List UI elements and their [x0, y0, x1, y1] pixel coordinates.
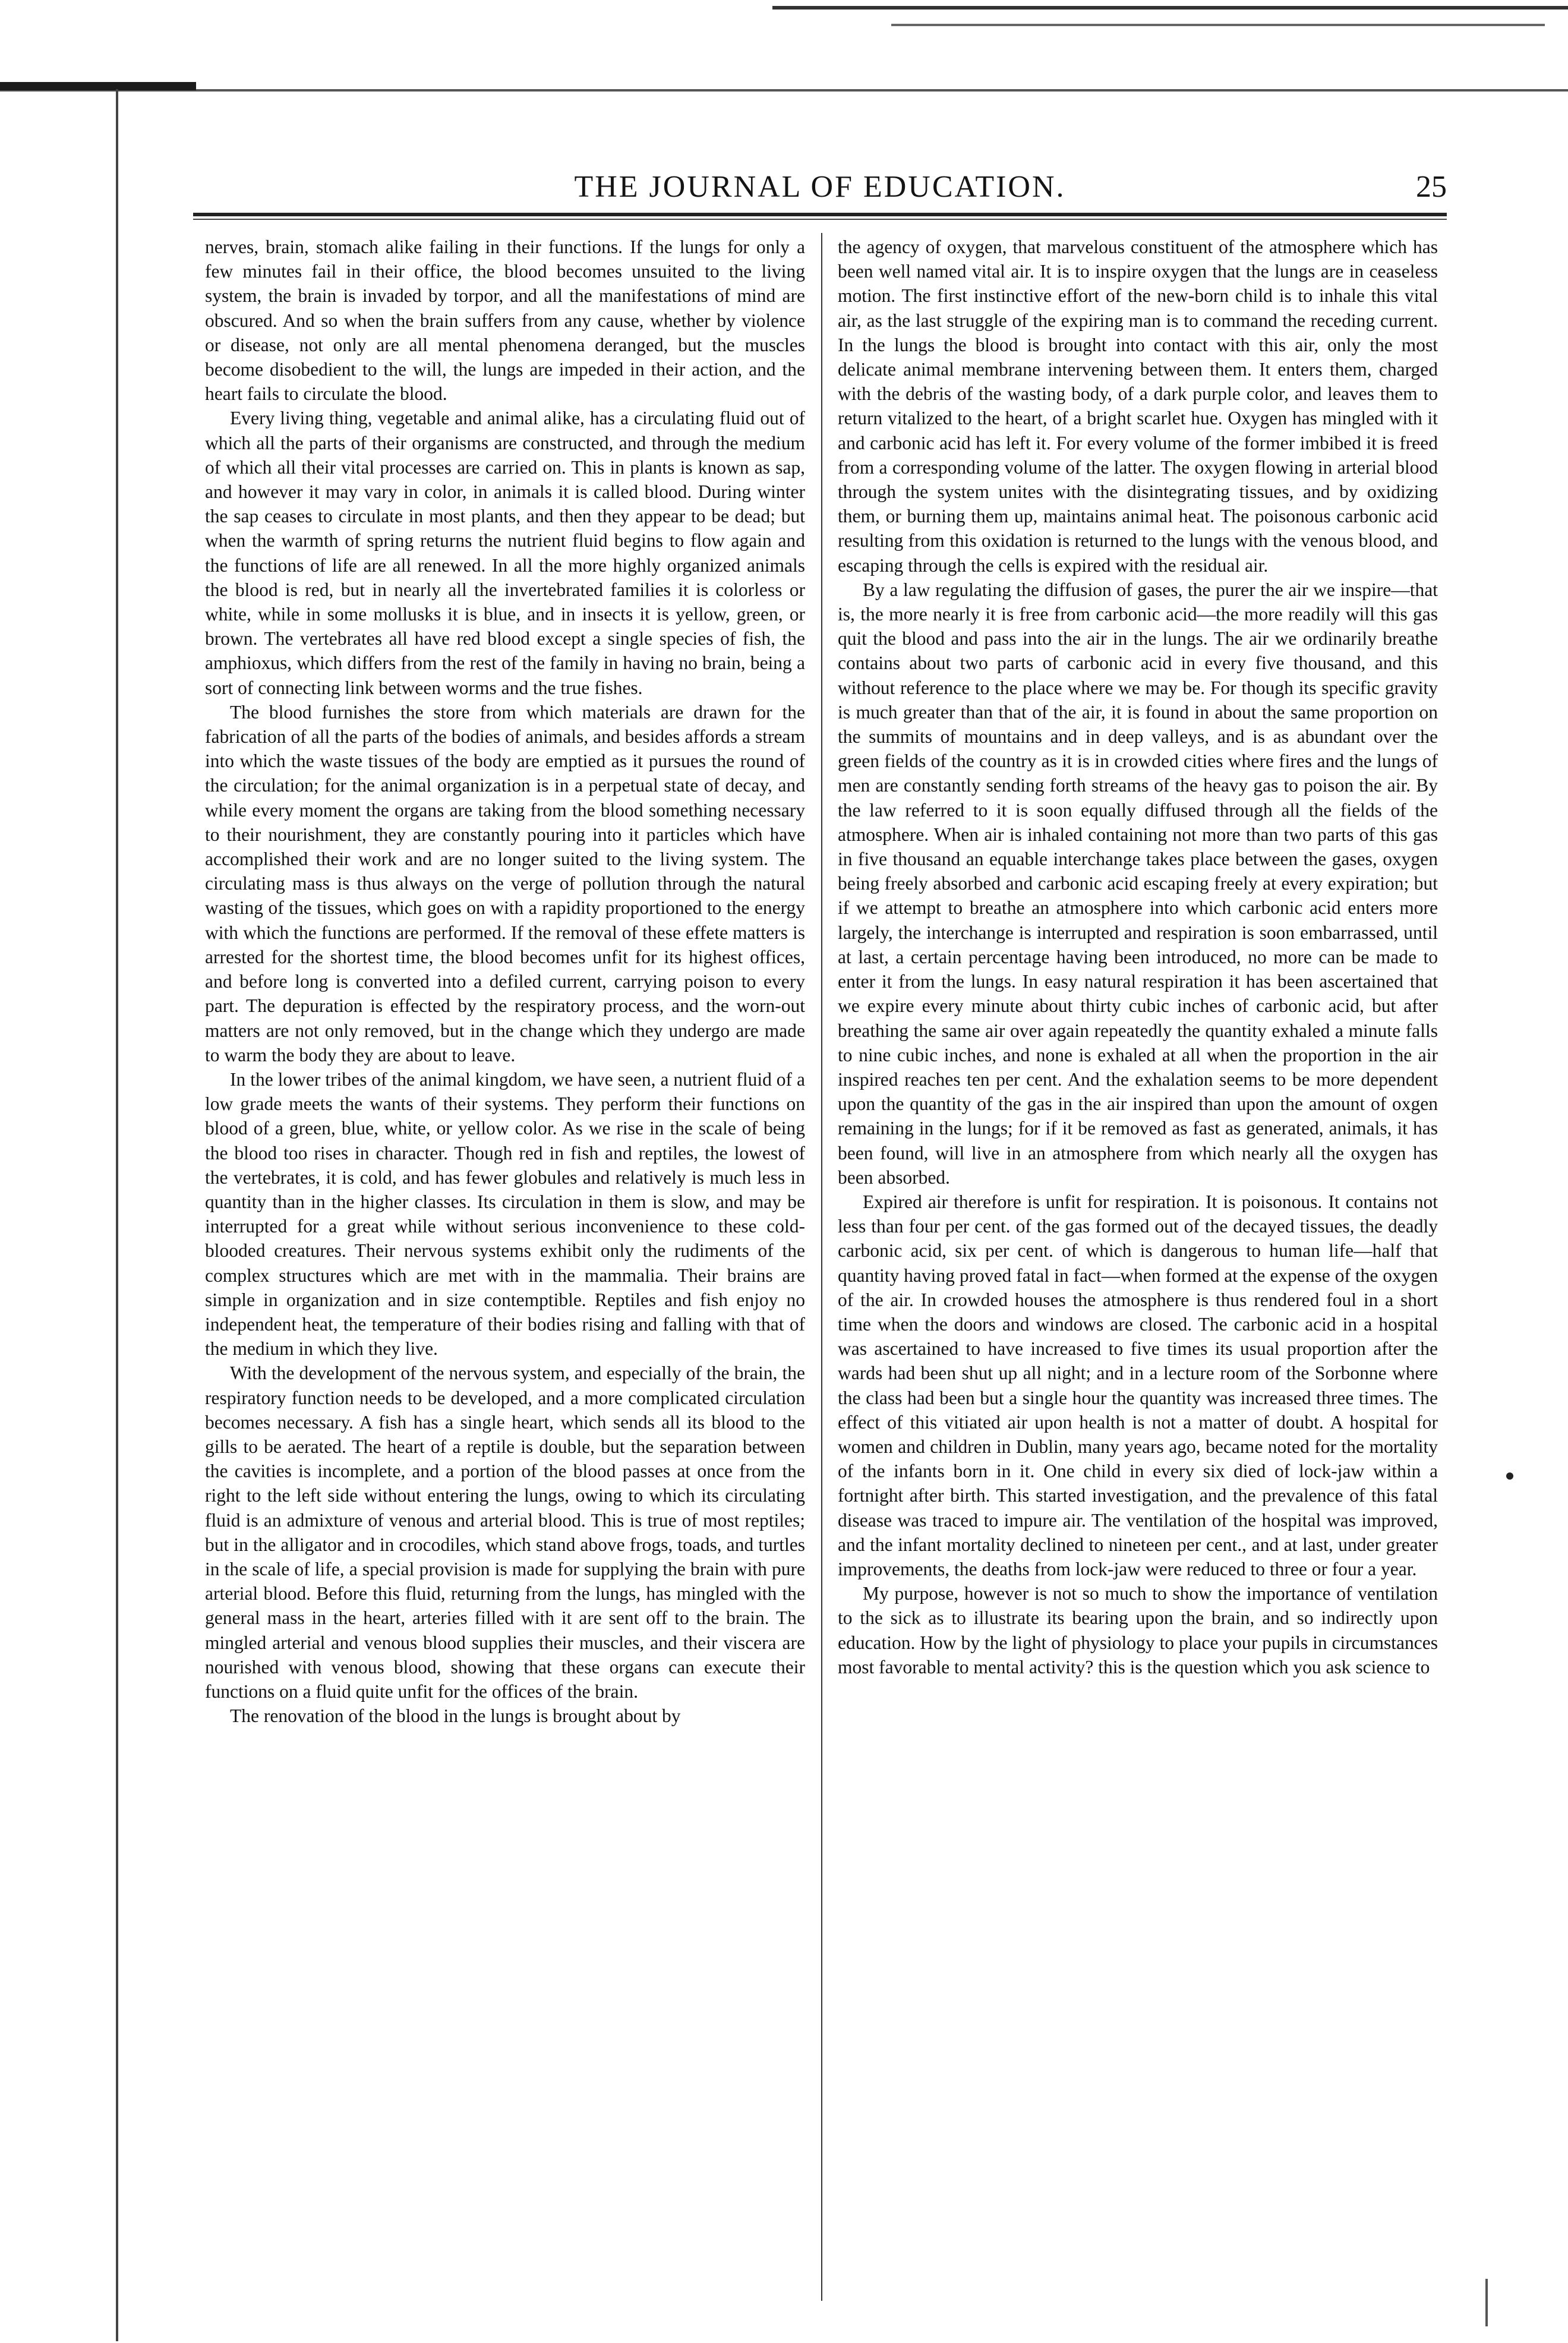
paragraph: In the lower tribes of the animal kingdom, we have seen, a nutrient fluid of a low grade meets the wants of their systems. They perform their functions on blood of a green, blue, white, or yellow color. As we rise in the scale of being the blood too rises in character. Though red in fish and reptiles, the lowest of the vertebrates, it is cold, and has fewer globules and relatively is much less in quantity than in the higher classes. Its circulation in them is slow, and may be interrupted for a great while without serious inconvenience to these cold-blooded creatures. Their nervous systems exhibit only the rudiments of the complex structures which are met with in the mammalia. Their brains are simple in organization and in size contemptible. Reptiles and fish enjoy no independent heat, the temperature of their bodies rising and falling with that of the medium in which they live. — [205, 1068, 805, 1360]
paragraph: The blood furnishes the store from which materials are drawn for the fabrication of all the parts of the bodies of animals, and besides affords a stream into which the waste tissues of the body are emptied as it pursues the round of the circulation; for the animal organization is in a perpetual state of decay, and while every moment the organs are taking from the blood something necessary to their nourishment, they are constantly pouring into it particles which have accomplished their work and are no longer suited to the living system. The circulating mass is thus always on the verge of pollution through the natural wasting of the tissues, which goes on with a rapidity proportioned to the energy with which the functions are performed. If the removal of these effete matters is arrested for the shortest time, the blood becomes unfit for its highest offices, and before long is converted into a defiled current, carrying poison to every part. The depuration is effected by the respiratory process, and the worn-out matters are not only removed, but in the change which they undergo are made to warm the body they are about to leave. — [205, 701, 805, 1065]
header-rule-thin — [193, 219, 1447, 220]
margin-mark — [1506, 1472, 1513, 1480]
left-column — [205, 235, 805, 1728]
page-number: 25 — [1416, 170, 1447, 204]
scan-edge-line-left — [116, 89, 118, 2341]
scan-edge-line-top-right — [772, 6, 1568, 10]
paragraph: Expired air therefore is unfit for respiration. It is poisonous. It contains not less than four per cent. of the gas formed out of the decayed tissues, the deadly carbonic acid, six per cent. of which is dangerous to human life—half that quantity having proved fatal in fact—when formed at the expense of the oxygen of the air. In crowded houses the atmosphere is thus rendered foul in a short time when the doors and windows are closed. The carbonic acid in a hospital was ascertained to have increased to five times its usual proportion after the wards had been shut up all night; and in a lecture room of the Sorbonne where the class had been but a single hour the quantity was increased three times. The effect of this vitiated air upon health is not a matter of doubt. A hospital for women and children in Dublin, many years ago, became noted for the mortality of the infants born in it. One child in every six died of lock-jaw within a fortnight after birth. This started investigation, and the prevalence of this fatal disease was traced to impure air. The ventilation of the hospital was improved, and the infant mortality declined to nineteen per cent., and at last, under greater improvements, the deaths from lock-jaw were reduced to three or four a year. — [838, 1191, 1438, 1579]
scan-edge-line-top-right-2 — [891, 24, 1545, 26]
paragraph: the agency of oxygen, that marvelous constituent of the atmosphere which has been well named vital air. It is to inspire oxygen that the lungs are in ceaseless motion. The first instinctive effort of the new-born child is to inhale this vital air, as the last struggle of the expiring man is to command the receding current. In the lungs the blood is brought into contact with this air, only the most delicate animal membrane intervening between them. It enters them, charged with the debris of the wasting body, of a dark purple color, and leaves them to return vitalized to the heart, of a bright scarlet hue. Oxygen has mingled with it and carbonic acid has left it. For every volume of the former imbibed it is freed from a corresponding volume of the latter. The oxygen flowing in arterial blood through the system unites with the disintegrating tissues, and by oxidizing them, or burning them up, maintains animal heat. The poisonous carbonic acid resulting from this oxidation is returned to the lungs with the venous blood, and escaping through the cells is expired with the residual air. — [838, 236, 1438, 576]
header-rule — [193, 213, 1447, 216]
right-column — [838, 235, 1438, 1679]
scan-edge-line-top-thick — [0, 82, 196, 90]
scan-edge-line-top — [0, 89, 1568, 92]
paragraph: The renovation of the blood in the lungs is brought about by — [230, 1705, 681, 1727]
margin-mark — [1485, 2279, 1488, 2326]
paragraph: With the development of the nervous system, and especially of the brain, the respiratory function needs to be developed, and a more complicated circulation becomes necessary. A fish has a single heart, which sends all its blood to the gills to be aerated. The heart of a reptile is double, but the separation between the cavities is incomplete, and a portion of the blood passes at once from the right to the left side without entering the lungs, owing to which its circulating fluid is an admixture of venous and arterial blood. This is true of most reptiles; but in the alligator and in crocodiles, which stand above frogs, toads, and turtles in the scale of life, a special provision is made for supplying the brain with pure arterial blood. Before this fluid, returning from the lungs, has mingled with the general mass in the heart, arteries filled with it are sent off to the brain. The mingled arterial and venous blood supplies their muscles, and their viscera are nourished with venous blood, showing that these organs can execute their functions on a fluid quite unfit for the offices of the brain. — [205, 1363, 805, 1702]
paragraph: Every living thing, vegetable and animal alike, has a circulating fluid out of which all the parts of their organisms are constructed, and through the medium of which all their vital processes are carried on. This in plants is known as sap, and however it may vary in color, in animals it is called blood. During winter the sap ceases to circulate in most plants, and then they appear to be dead; but when the warmth of spring returns the nutrient fluid begins to flow again and the functions of life are all renewed. In all the more highly organized animals the blood is red, but in nearly all the invertebrated families it is colorless or white, while in some mollusks it is blue, and in insects it is yellow, green, or brown. The vertebrates all have red blood except a single species of fish, the amphioxus, which differs from the rest of the family in having no brain, being a sort of connecting link between worms and the true fishes. — [205, 408, 805, 698]
page-header — [193, 166, 1447, 214]
paragraph: nerves, brain, stomach alike failing in their functions. If the lungs for only a few minutes fail in their office, the blood becomes unsuited to the living system, the brain is invaded by torpor, and all the manifestations of mind are obscured. And so when the brain suffers from any cause, whether by violence or disease, not only are all mental phenomena deranged, but the muscles become disobedient to the will, the lungs are impeded in their action, and the heart fails to circulate the blood. — [205, 236, 805, 405]
journal-title: THE JOURNAL OF EDUCATION. — [574, 170, 1066, 204]
paragraph: By a law regulating the diffusion of gases, the purer the air we inspire—that is, the more nearly it is free from carbonic acid—the more readily will this gas quit the blood and pass into the air in the lungs. The air we ordinarily breathe contains about two parts of carbonic acid in every five thousand, and this without reference to the place where we may be. For though its specific gravity is much greater than that of the air, it is found in about the same proportion on the summits of mountains and in deep valleys, and is as abundant over the green fields of the country as it is in crowded cities where fires and the lungs of men are constantly sending forth streams of the heavy gas to poison the air. By the law referred to it is soon equally diffused through all the fields of the atmosphere. When air is inhaled containing not more than two parts of this gas in five thousand an equable interchange takes place between the gases, oxygen being freely absorbed and carbonic acid escaping freely at every expiration; but if we attempt to breathe an atmosphere into which carbonic acid enters more largely, the interchange is interrupted and respiration is soon embarrassed, until at last, a certain percentage having been introduced, no more can be made to enter it from the lungs. In easy natural respiration it has been ascertained that we expire every minute about thirty cubic inches of carbonic acid, but after breathing the same air over again repeatedly the quantity exhaled a minute falls to nine cubic inches, and none is exhaled at all when the proportion in the air inspired reaches ten per cent. And the exhalation seems to be more dependent upon the quantity of the gas in the air inspired than upon the amount of oxgen remaining in the lungs; for if it be removed as fast as generated, animals, it has been found, will live in an atmosphere from which nearly all the oxygen has been absorbed. — [838, 579, 1438, 1188]
column-divider — [821, 233, 822, 2301]
paragraph: My purpose, however is not so much to show the importance of ventilation to the sick as to illustrate its bearing upon the brain, and so indirectly upon education. How by the light of physiology to place your pupils in circumstances most favorable to mental activity? this is the question which you ask science to — [838, 1583, 1438, 1677]
